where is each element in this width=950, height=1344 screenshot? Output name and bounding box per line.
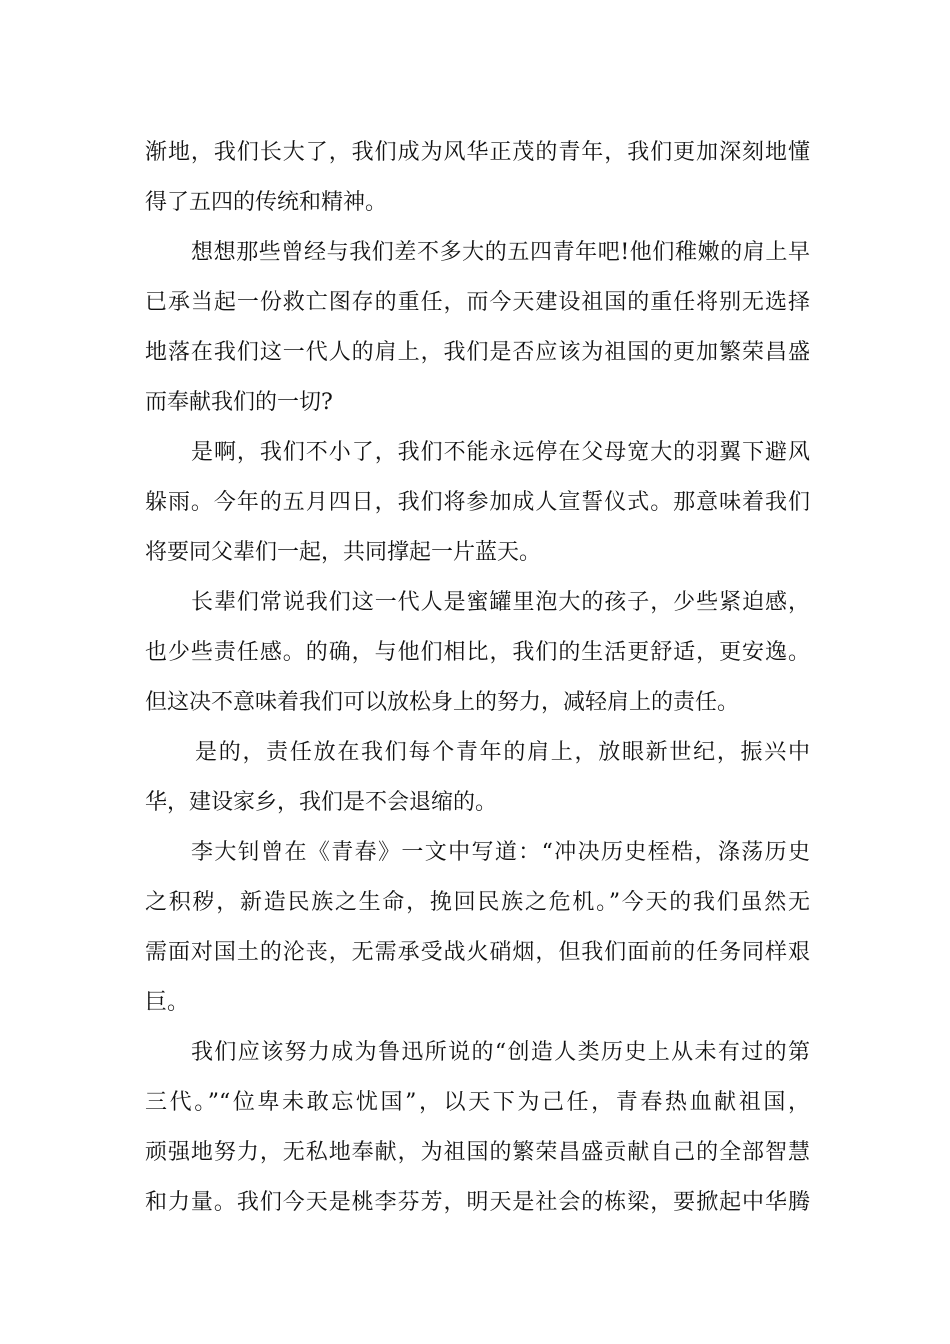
text-line: 我们应该努力成为鲁迅所说的“创造人类历史上从未有过的第 bbox=[191, 1040, 810, 1065]
text-line: 地落在我们这一代人的肩上，我们是否应该为祖国的更加繁荣昌盛 bbox=[145, 340, 810, 365]
paragraph-6 bbox=[145, 828, 810, 1028]
text-line: 李大钊曾在《青春》一文中写道：“冲决历史桎梏，涤荡历史 bbox=[191, 840, 810, 865]
paragraph-5 bbox=[145, 728, 810, 828]
document-body bbox=[145, 128, 810, 1228]
text-line: 但这决不意味着我们可以放松身上的努力，减轻肩上的责任。 bbox=[145, 690, 740, 715]
paragraph-7 bbox=[145, 1028, 810, 1228]
text-line: 顽强地努力，无私地奉献，为祖国的繁荣昌盛贡献自己的全部智慧 bbox=[145, 1140, 810, 1165]
text-line: 和力量。我们今天是桃李芬芳，明天是社会的栋梁，要掀起中华腾 bbox=[145, 1190, 810, 1215]
text-line: 三代。”“位卑未敢忘忧国”，以天下为己任，青春热血献祖国， bbox=[145, 1090, 810, 1115]
text-line: 巨。 bbox=[145, 990, 190, 1015]
text-line: 已承当起一份救亡图存的重任，而今天建设祖国的重任将别无选择 bbox=[145, 290, 810, 315]
text-line: 躲雨。今年的五月四日，我们将参加成人宣誓仪式。那意味着我们 bbox=[145, 490, 810, 515]
paragraph-3 bbox=[145, 428, 810, 578]
paragraph-2 bbox=[145, 228, 810, 428]
text-line: 之积秽，新造民族之生命，挽回民族之危机。”今天的我们虽然无 bbox=[145, 890, 810, 915]
text-line: 也少些责任感。的确，与他们相比，我们的生活更舒适，更安逸。 bbox=[145, 640, 810, 665]
text-line: 而奉献我们的一切? bbox=[145, 390, 333, 415]
text-line: 华，建设家乡，我们是不会退缩的。 bbox=[145, 790, 498, 815]
text-line: 长辈们常说我们这一代人是蜜罐里泡大的孩子，少些紧迫感， bbox=[191, 590, 810, 615]
paragraph-4 bbox=[145, 578, 810, 728]
text-line: 是的，责任放在我们每个青年的肩上，放眼新世纪，振兴中 bbox=[195, 740, 810, 765]
text-line: 得了五四的传统和精神。 bbox=[145, 190, 388, 215]
text-line: 将要同父辈们一起，共同撑起一片蓝天。 bbox=[145, 540, 542, 565]
text-line: 是啊，我们不小了，我们不能永远停在父母宽大的羽翼下避风 bbox=[191, 440, 810, 465]
paragraph-1 bbox=[145, 128, 810, 228]
text-line: 需面对国土的沦丧，无需承受战火硝烟，但我们面前的任务同样艰 bbox=[145, 940, 810, 965]
text-line: 渐地，我们长大了，我们成为风华正茂的青年，我们更加深刻地懂 bbox=[145, 140, 810, 165]
text-line: 想想那些曾经与我们差不多大的五四青年吧!他们稚嫩的肩上早 bbox=[191, 240, 810, 265]
